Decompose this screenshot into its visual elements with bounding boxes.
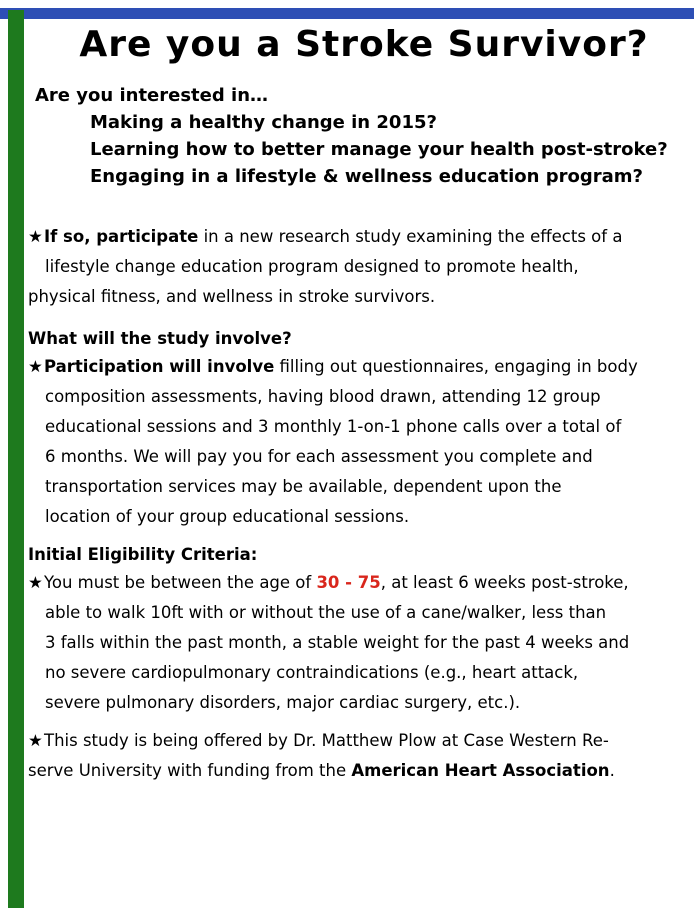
involve-text: filling out questionnaires, engaging in body: [274, 357, 638, 376]
invite-section: [28, 222, 692, 312]
star-bullet-icon: ★: [28, 227, 43, 246]
invite-text: physical fitness, and wellness in stroke survivors.: [28, 287, 436, 306]
involve-text: educational sessions and 3 monthly 1-on-1 phone calls over a total of: [45, 417, 622, 436]
involve-heading: What will the study involve?: [28, 329, 292, 348]
eligibility-text: You must be between the age of: [44, 573, 317, 592]
involve-text: composition assessments, having blood drawn, attending 12 group: [45, 387, 601, 406]
star-bullet-icon: ★: [28, 731, 43, 750]
intro-block: [28, 82, 692, 190]
sponsor-text: .: [609, 761, 615, 780]
eligibility-text: , at least 6 weeks post-stroke,: [380, 573, 629, 592]
intro-question: Making a healthy change in 2015?: [90, 112, 437, 133]
involve-section: [28, 326, 692, 532]
eligibility-text: able to walk 10ft with or without the use of a cane/walker, less than: [45, 603, 607, 622]
sponsor-text: serve University with funding from the: [28, 761, 352, 780]
sponsor-section: [28, 726, 692, 786]
invite-bold: If so, participate: [44, 227, 199, 246]
intro-question: Learning how to better manage your health post-stroke?: [90, 139, 668, 160]
star-bullet-icon: ★: [28, 357, 43, 376]
eligibility-section: [28, 542, 692, 718]
sponsor-text: This study is being offered by Dr. Matthew Plow at Case Western Re-: [44, 731, 609, 750]
sponsor-org: American Heart Association: [351, 761, 610, 780]
involve-text: transportation services may be available, dependent upon the: [45, 477, 562, 496]
flyer-content: [28, 20, 692, 786]
intro-question: Engaging in a lifestyle & wellness education program?: [90, 166, 643, 187]
involve-bold: Participation will involve: [44, 357, 275, 376]
eligibility-text: 3 falls within the past month, a stable weight for the past 4 weeks and: [45, 633, 630, 652]
eligibility-text: no severe cardiopulmonary contraindications (e.g., heart attack,: [45, 663, 579, 682]
invite-text: in a new research study examining the effects of a: [198, 227, 623, 246]
intro-lead: Are you interested in…: [35, 85, 269, 106]
page-title: Are you a Stroke Survivor?: [79, 24, 649, 65]
involve-text: 6 months. We will pay you for each assessment you complete and: [45, 447, 593, 466]
age-range: 30 - 75: [316, 573, 381, 592]
involve-text: location of your group educational sessions.: [45, 507, 410, 526]
invite-text: lifestyle change education program designed to promote health,: [45, 257, 579, 276]
eligibility-text: severe pulmonary disorders, major cardiac surgery, etc.).: [45, 693, 521, 712]
eligibility-heading: Initial Eligibility Criteria:: [28, 545, 258, 564]
star-bullet-icon: ★: [28, 573, 43, 592]
top-accent-bar: [0, 8, 694, 19]
left-accent-bar: [8, 10, 24, 908]
